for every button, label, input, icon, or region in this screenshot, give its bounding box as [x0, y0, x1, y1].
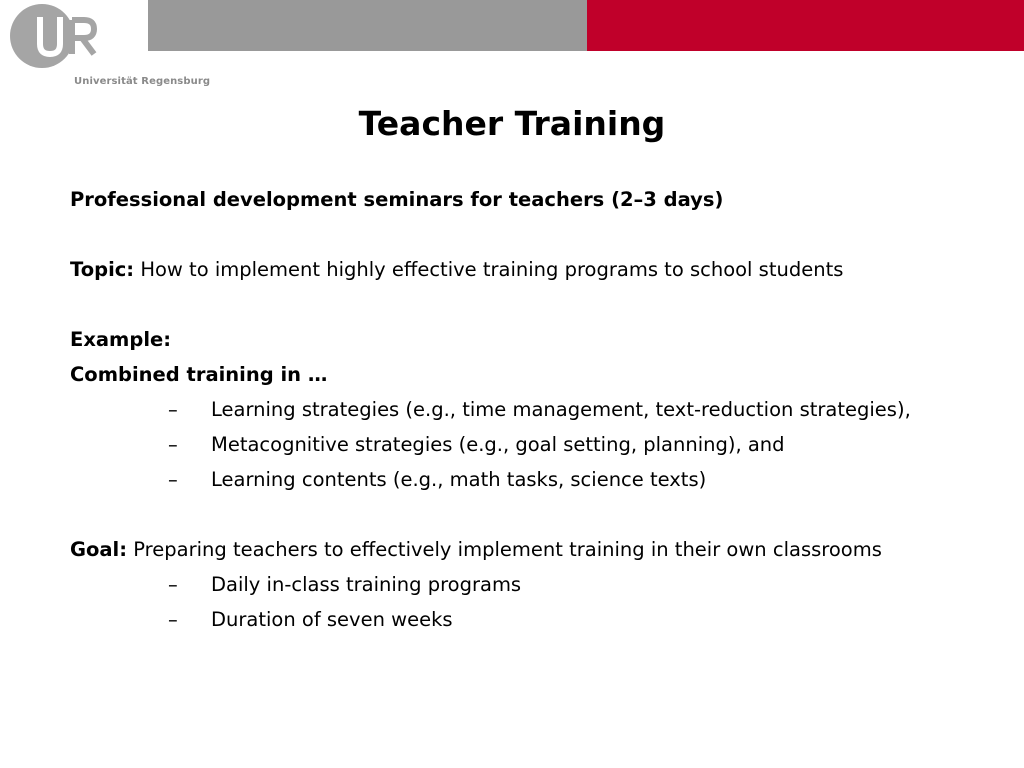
slide-title: Teacher Training — [358, 104, 666, 143]
example-label: Example: — [70, 328, 172, 351]
list-item-text: Metacognitive strategies (e.g., goal setting, planning), and — [211, 433, 785, 456]
list-item-text: Learning strategies (e.g., time management, text-reduction strategies), — [211, 398, 911, 421]
ur-logo-mark-icon — [8, 2, 138, 74]
topic-line — [70, 252, 1010, 287]
list-item — [70, 462, 1010, 497]
list-item — [70, 392, 1010, 427]
dash-bullet: – — [168, 573, 178, 596]
list-item — [70, 602, 1010, 637]
goal-label: Goal: — [70, 538, 128, 561]
dash-bullet: – — [168, 468, 178, 491]
list-item — [70, 427, 1010, 462]
topic-label: Topic: — [70, 258, 135, 281]
list-item — [70, 567, 1010, 602]
list-item-text: Learning contents (e.g., math tasks, science texts) — [211, 468, 707, 491]
dash-bullet: – — [168, 608, 178, 631]
topic-text: How to implement highly effective training programs to school students — [140, 258, 844, 281]
combined-training-line: Combined training in … — [70, 363, 328, 386]
goal-text: Preparing teachers to effectively implement training in their own classrooms — [133, 538, 882, 561]
dash-bullet: – — [168, 398, 178, 421]
seminars-line: Professional development seminars for teachers (2–3 days) — [70, 188, 724, 211]
list-item-text: Daily in-class training programs — [211, 573, 522, 596]
dash-bullet: – — [168, 433, 178, 456]
slide-body — [70, 182, 1010, 637]
header-red-bar — [587, 0, 1024, 51]
list-item-text: Duration of seven weeks — [211, 608, 453, 631]
university-logo — [8, 2, 228, 92]
goal-line — [70, 532, 1010, 567]
university-name: Universität Regensburg — [74, 76, 211, 87]
